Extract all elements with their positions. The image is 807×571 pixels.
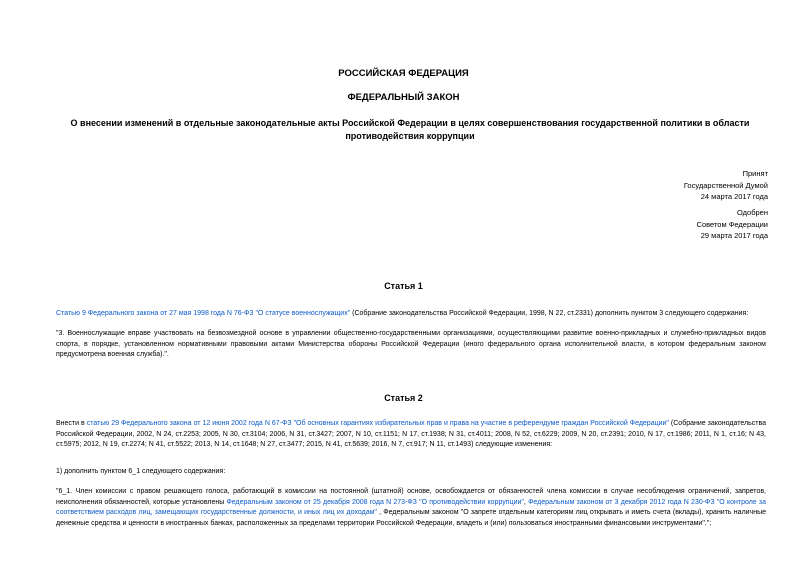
article2-paragraph1: [56, 419, 766, 451]
law-title-line1: О внесении изменений в отдельные законодательные акты Российской Федерации в целях совершенствования государственной политики в области: [70, 118, 750, 128]
article2-p3-text-b: ,: [523, 498, 529, 506]
article2-heading: Статья 2: [384, 393, 423, 403]
article2-p1-pre: Внести в: [56, 420, 87, 427]
article1-p2-text: "3. Военнослужащие вправе участвовать на безвозмездной основе в управлении общественно-государственными организациями, осуществляющими развитие военно-прикладных и служебно-прикладных видов спорта, в порядке, установленном нормативными правовыми актами Министерства обороны Российской Федерации (иного федерального органа исполнительной власти, в котором федеральным законом предусмотрена военная служба).".: [56, 330, 766, 358]
article2-law-link[interactable]: статью 29 Федерального закона от 12 июня 2002 года N 67-ФЗ "Об основных гарантиях избирательных прав и права на участие в референдуме граждан Российской Федерации": [86, 420, 669, 427]
approved-label: Одобрен: [737, 208, 768, 217]
country-heading: РОССИЙСКАЯ ФЕДЕРАЦИЯ: [338, 68, 469, 79]
article1-heading: Статья 1: [384, 281, 423, 291]
law-title: [60, 117, 760, 143]
article2-p3-text-c: , Федеральным законом "О запрете отдельным категориям лиц открывать и иметь счета (вклады), хранить наличные денежные средства и ценности в иностранных банках, расположенных за пределами территории Российской Федерации, владеть и (или) пользоваться иностранными финансовыми инструментами".";: [56, 509, 766, 527]
article1-p1-text: (Собрание законодательства Российской Федерации, 1998, N 22, ст.2331) дополнить пунктом 3 следующего содержания:: [350, 310, 749, 317]
accepted-date: 24 марта 2017 года: [700, 192, 768, 201]
article1-paragraph1: [56, 309, 766, 320]
accepted-body: Государственной Думой: [683, 180, 768, 190]
article2-paragraph3: [56, 487, 766, 529]
adoption-approved: [697, 207, 768, 242]
article2-p2-text: 1) дополнить пунктом 6_1 следующего содержания:: [56, 468, 226, 475]
expenses-control-law-link[interactable]: Федеральным законом от 3 декабря 2012 года N 230-ФЗ "О контроле за соответствием расходов лиц, замещающих государственные должности, и иных лиц их доходам": [56, 498, 766, 516]
accepted-label: Принят: [742, 169, 768, 178]
article1-law-link[interactable]: Статью 9 Федерального закона от 27 мая 1998 года N 76-ФЗ "О статусе военнослужащих": [56, 310, 351, 317]
article2-p3-text-a: "6_1. Член комиссии с правом решающего голоса, работающий в комиссии на постоянной (штатной) основе, освобождается от обязанностей члена комиссии в случае несоблюдения ограничений, запретов, неисполнения обязанностей, которые установлены: [56, 488, 766, 506]
approved-body: Советом Федерации: [696, 219, 768, 229]
law-type-heading: ФЕДЕРАЛЬНЫЙ ЗАКОН: [347, 92, 460, 103]
article2-paragraph2: [56, 467, 766, 478]
article2-p1-text: (Собрание законодательства Российской Федерации, 2002, N 24, ст.2253; 2005, N 30, ст.3104; 2006, N 31, ст.3427; 2007, N 10, ст.1151; N 17, ст.1938; N 31, ст.4011; 2008, N 52, ст.6229; 2009, N 20, ст.2391; 2010, N 17, ст.1986; 2011, N 1, ст.16; N 43, ст.5975; 2012, N 19, ст.2274; N 41, ст.5522; 2013, N 14, ст.1648; N 27, ст.3477; 2015, N 41, ст.5639; 2016, N 7, ст.917; N 11, ст.1493) следующие изменения:: [56, 420, 766, 448]
approved-date: 29 марта 2017 года: [700, 231, 768, 240]
adoption-accepted: [684, 168, 768, 203]
article1-paragraph2: [56, 329, 766, 361]
law-title-line2: противодействия коррупции: [345, 131, 475, 141]
anticorruption-law-link[interactable]: Федеральным законом от 25 декабря 2008 года N 273-ФЗ "О противодействии коррупции": [226, 498, 524, 506]
